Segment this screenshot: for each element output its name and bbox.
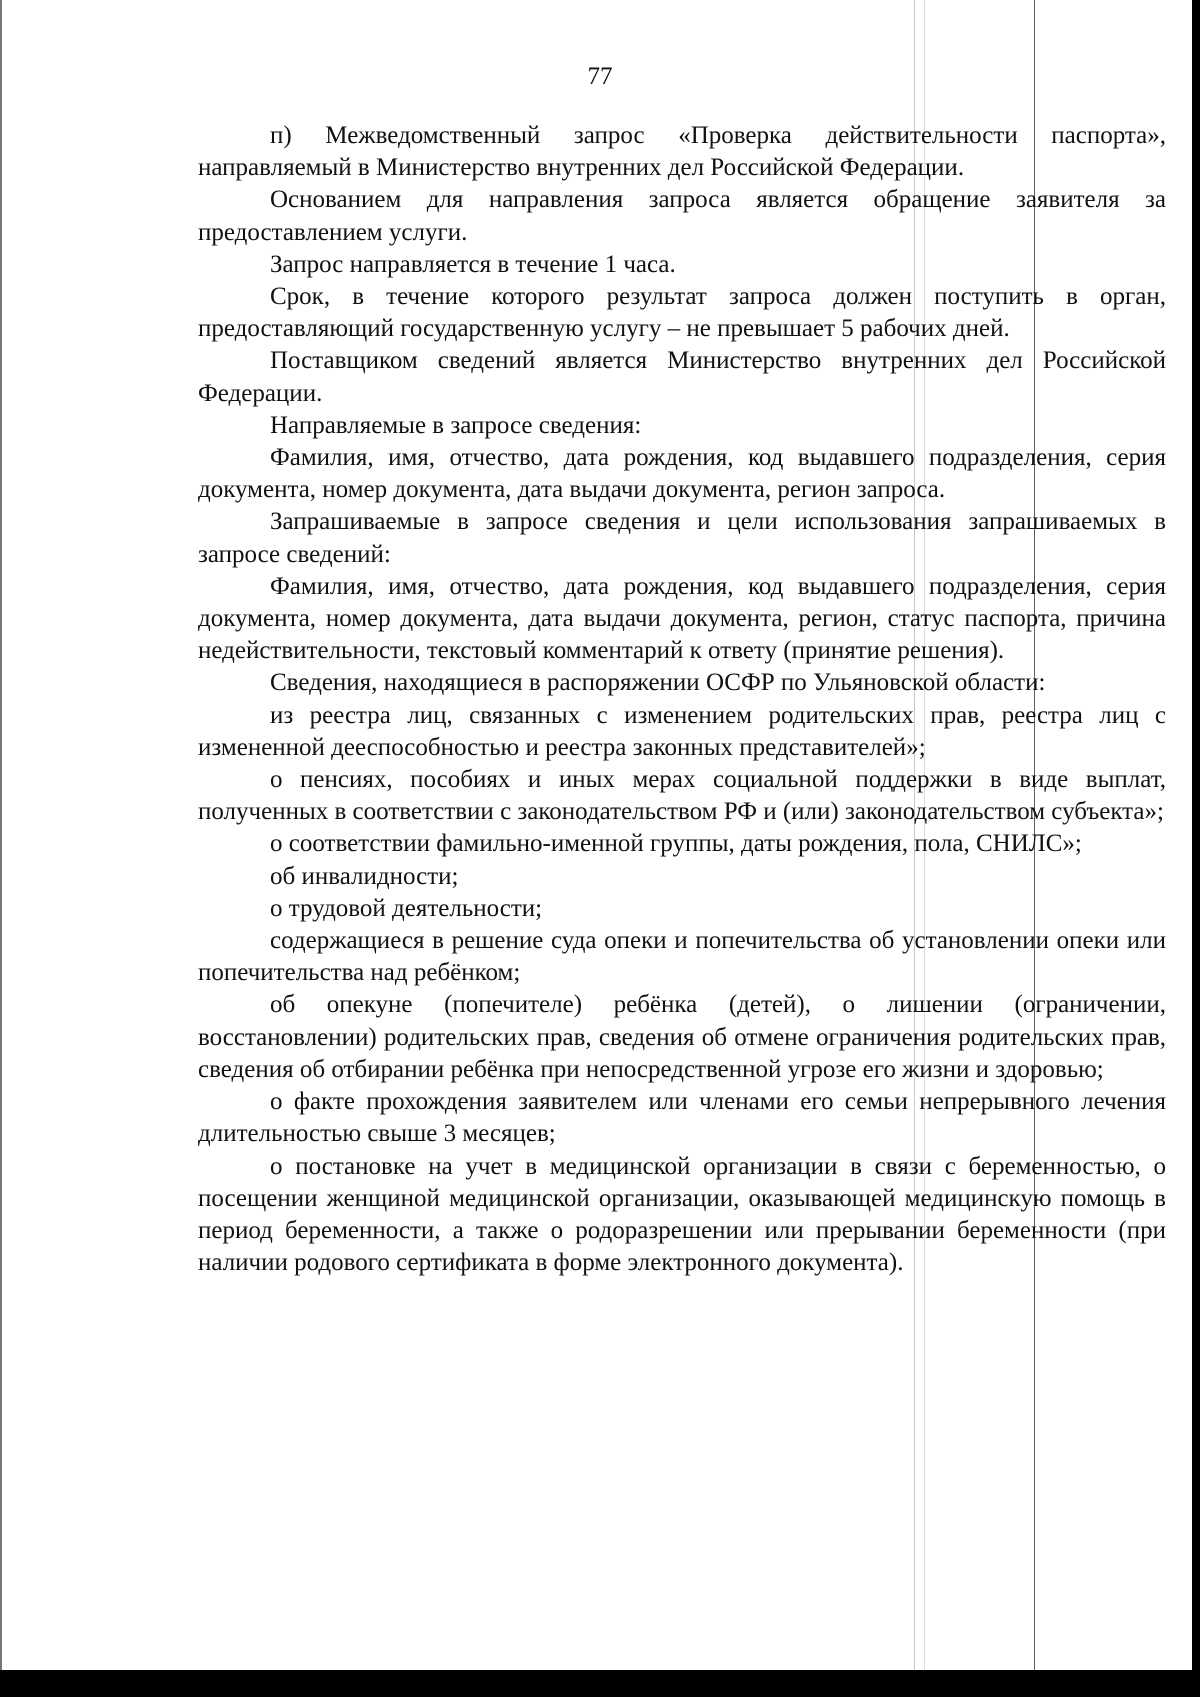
paragraph: Фамилия, имя, отчество, дата рождения, код выдавшего подразделения, серия документа, номер документа, дата выдачи документа, регион запроса. <box>198 444 1166 504</box>
paragraph: Основанием для направления запроса является обращение заявителя за предоставлением услуги. <box>198 186 1166 246</box>
paragraph: о факте прохождения заявителем или членами его семьи непрерывного лечения длительностью свыше 3 месяцев; <box>198 1088 1166 1148</box>
paragraph: о постановке на учет в медицинской организации в связи с беременностью, о посещении женщиной медицинской организации, оказывающей медицинскую помощь в период беременности, а также о родоразрешении или прерывании беременности (при наличии родового сертификата в форме электронного документа). <box>198 1152 1166 1277</box>
scan-edge-right <box>1192 0 1200 1697</box>
paragraph: из реестра лиц, связанных с изменением родительских прав, реестра лиц с измененной дееспособностью и реестра законных представителей»; <box>198 701 1166 761</box>
paragraph: содержащиеся в решение суда опеки и попечительства об установлении опеки или попечительства над ребёнком; <box>198 927 1166 987</box>
scan-edge-left <box>0 0 2 1697</box>
paragraph: Срок, в течение которого результат запроса должен поступить в орган, предоставляющий государственную услугу – не превышает 5 рабочих дней. <box>198 283 1166 343</box>
paragraph: Фамилия, имя, отчество, дата рождения, код выдавшего подразделения, серия документа, номер документа, дата выдачи документа, регион, статус паспорта, причина недействительности, текстовый комментарий к ответу (принятие решения). <box>198 572 1166 665</box>
paragraph: п) Межведомственный запрос «Проверка действительности паспорта», направляемый в Министерство внутренних дел Российской Федерации. <box>198 122 1166 182</box>
paragraph: Поставщиком сведений является Министерство внутренних дел Российской Федерации. <box>198 347 1166 407</box>
paragraph: Запрашиваемые в запросе сведения и цели использования запрашиваемых в запросе сведений: <box>198 508 1166 568</box>
paragraph: о пенсиях, пособиях и иных мерах социальной поддержки в виде выплат, полученных в соответствии с законодательством РФ и (или) законодательством субъекта»; <box>198 766 1166 826</box>
paragraph: о соответствии фамильно-именной группы, даты рождения, пола, СНИЛС»; <box>270 830 1082 858</box>
paragraph: Сведения, находящиеся в распоряжении ОСФР по Ульяновской области: <box>270 669 1046 697</box>
page-number: 77 <box>587 63 613 90</box>
paragraph: об инвалидности; <box>270 862 459 890</box>
paragraph: об опекуне (попечителе) ребёнка (детей), о лишении (ограничении, восстановлении) родительских прав, сведения об отмене ограничения родительских прав, сведения об отбирании ребёнка при непосредственной угрозе его жизни и здоровью; <box>198 991 1166 1083</box>
document-body <box>198 120 1166 1279</box>
scan-edge-bottom <box>0 1670 1200 1697</box>
paragraph: о трудовой деятельности; <box>270 894 543 922</box>
paragraph: Направляемые в запросе сведения: <box>270 411 642 439</box>
paragraph: Запрос направляется в течение 1 часа. <box>270 250 676 278</box>
